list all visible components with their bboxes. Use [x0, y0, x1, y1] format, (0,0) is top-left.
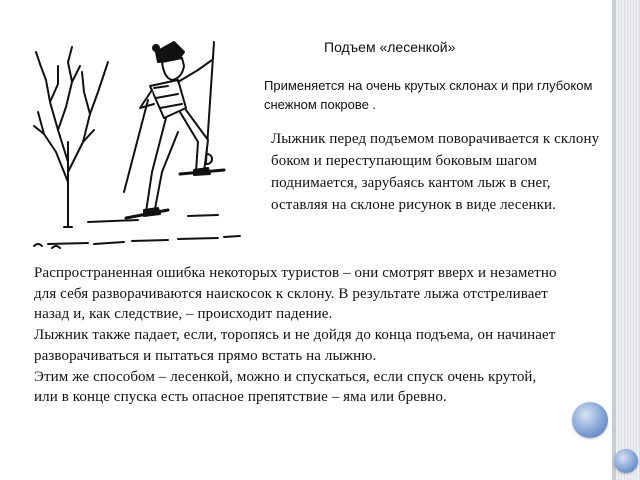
decorative-side-border [612, 0, 640, 480]
technique-description: Лыжник перед подъемом поворачивается к склону боком и переступающим боковым шагом поднимается, зарубаясь кантом лыж в снег, оставляя на склоне рисунок в виде лесенки. [271, 131, 600, 213]
skier-drawing [124, 42, 224, 218]
decorative-orb-large [572, 402, 608, 438]
main-text [34, 263, 558, 408]
slide-title: Подъем «лесенкой» [324, 39, 456, 55]
paragraph-descent: Этим же способом – лесенкой, можно и спускаться, если спуск очень крутой, или в конце спуска есть опасное препятствие – яма или бревно. [34, 368, 537, 406]
paragraph-falling: Лыжник также падает, если, торопясь и не дойдя до конца подъема, он начинает разворачиваться и пытаться прямо встать на лыжню. [34, 327, 556, 364]
paragraph-common-mistake: Распространенная ошибка некоторых туристов – они смотрят вверх и незаметно для себя разворачиваются наискосок к склону. В результате лыжа отстреливает назад и, как следствие, – происходит падение. [34, 265, 557, 323]
slide-subtitle: Применяется на очень крутых склонах и при глубоком снежном покрове . [264, 78, 593, 112]
snow-lines [34, 215, 240, 248]
decorative-orb-small [614, 449, 638, 473]
skier-illustration [28, 22, 268, 252]
border-edge [613, 0, 616, 480]
tree-drawing [34, 47, 108, 227]
